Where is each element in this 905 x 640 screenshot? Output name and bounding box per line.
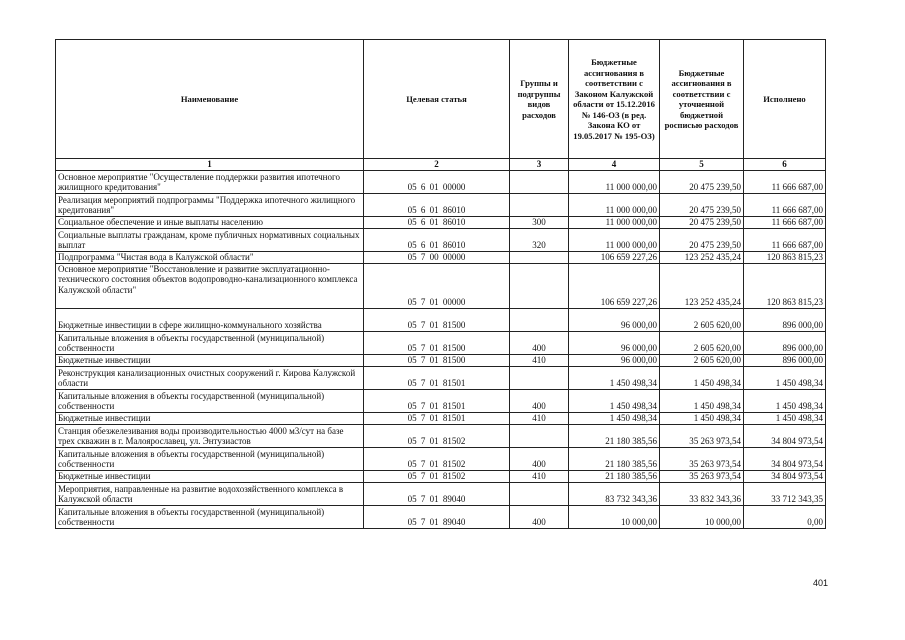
row-executed-amount: 1 450 498,34	[744, 412, 826, 424]
row-refined-amount: 35 263 973,54	[660, 447, 744, 470]
row-law-amount: 10 000,00	[569, 505, 660, 528]
row-executed-amount: 896 000,00	[744, 354, 826, 366]
row-expense-group: 320	[510, 228, 569, 251]
table-row	[56, 331, 826, 354]
row-target-article: 05 6 01 00000	[364, 170, 510, 193]
row-law-amount: 96 000,00	[569, 354, 660, 366]
row-name: Бюджетные инвестиции	[56, 470, 364, 482]
row-executed-amount: 896 000,00	[744, 308, 826, 331]
column-number: 2	[364, 159, 510, 171]
row-target-article: 05 7 01 89040	[364, 505, 510, 528]
row-law-amount: 11 000 000,00	[569, 216, 660, 228]
row-name: Капитальные вложения в объекты государственной (муниципальной) собственности	[56, 447, 364, 470]
row-refined-amount: 20 475 239,50	[660, 228, 744, 251]
row-target-article: 05 6 01 86010	[364, 193, 510, 216]
row-expense-group	[510, 366, 569, 389]
row-refined-amount: 123 252 435,24	[660, 263, 744, 308]
budget-table	[55, 39, 826, 529]
row-law-amount: 1 450 498,34	[569, 366, 660, 389]
row-target-article: 05 7 01 81501	[364, 389, 510, 412]
header-name: Наименование	[56, 40, 364, 159]
row-target-article: 05 6 01 86010	[364, 228, 510, 251]
row-executed-amount: 34 804 973,54	[744, 470, 826, 482]
row-law-amount: 11 000 000,00	[569, 170, 660, 193]
row-executed-amount: 1 450 498,34	[744, 389, 826, 412]
row-law-amount: 21 180 385,56	[569, 470, 660, 482]
column-number: 3	[510, 159, 569, 171]
row-expense-group: 300	[510, 216, 569, 228]
row-executed-amount: 120 863 815,23	[744, 251, 826, 263]
row-executed-amount: 1 450 498,34	[744, 366, 826, 389]
row-name: Социальное обеспечение и иные выплаты населению	[56, 216, 364, 228]
row-target-article: 05 7 01 81501	[364, 366, 510, 389]
column-number: 4	[569, 159, 660, 171]
table-row	[56, 389, 826, 412]
header-law-appropriations: Бюджетные ассигнования в соответствии с Законом Калужской области от 15.12.2016 № 146-ОЗ (в ред. Закона КО от 19.05.2017 № 195-ОЗ)	[569, 40, 660, 159]
row-expense-group: 410	[510, 354, 569, 366]
header-row	[56, 40, 826, 159]
row-expense-group	[510, 482, 569, 505]
table-row	[56, 505, 826, 528]
row-target-article: 05 7 01 00000	[364, 263, 510, 308]
row-law-amount: 106 659 227,26	[569, 263, 660, 308]
row-name: Бюджетные инвестиции	[56, 354, 364, 366]
row-law-amount: 83 732 343,36	[569, 482, 660, 505]
row-name: Бюджетные инвестиции	[56, 412, 364, 424]
row-executed-amount: 0,00	[744, 505, 826, 528]
row-refined-amount: 1 450 498,34	[660, 366, 744, 389]
row-law-amount: 1 450 498,34	[569, 389, 660, 412]
row-law-amount: 21 180 385,56	[569, 447, 660, 470]
row-name: Реконструкция канализационных очистных сооружений г. Кирова Калужской области	[56, 366, 364, 389]
row-expense-group	[510, 251, 569, 263]
table-row	[56, 263, 826, 308]
page-number: 401	[813, 578, 829, 588]
row-law-amount: 1 450 498,34	[569, 412, 660, 424]
row-target-article: 05 7 01 81500	[364, 331, 510, 354]
row-target-article: 05 7 01 81502	[364, 447, 510, 470]
row-expense-group: 410	[510, 412, 569, 424]
table-row	[56, 424, 826, 447]
column-number: 1	[56, 159, 364, 171]
row-executed-amount: 33 712 343,35	[744, 482, 826, 505]
row-refined-amount: 20 475 239,50	[660, 216, 744, 228]
header-refined-appropriations: Бюджетные ассигнования в соответствии с уточненной бюджетной росписью расходов	[660, 40, 744, 159]
row-target-article: 05 7 00 00000	[364, 251, 510, 263]
row-name: Реализация мероприятий подпрограммы "Поддержка ипотечного жилищного кредитования"	[56, 193, 364, 216]
row-executed-amount: 11 666 687,00	[744, 170, 826, 193]
row-refined-amount: 35 263 973,54	[660, 470, 744, 482]
row-name: Капитальные вложения в объекты государственной (муниципальной) собственности	[56, 331, 364, 354]
row-name: Социальные выплаты гражданам, кроме публичных нормативных социальных выплат	[56, 228, 364, 251]
header-target-article: Целевая статья	[364, 40, 510, 159]
row-expense-group: 400	[510, 389, 569, 412]
row-name: Станция обезжелезивания воды производительностью 4000 м3/сут на базе трех скважин в г. Малоярославец, ул. Энтузиастов	[56, 424, 364, 447]
row-target-article: 05 7 01 81500	[364, 308, 510, 331]
header-expense-groups: Группы и подгруппы видов расходов	[510, 40, 569, 159]
table-row	[56, 447, 826, 470]
row-executed-amount: 120 863 815,23	[744, 263, 826, 308]
row-refined-amount: 10 000,00	[660, 505, 744, 528]
table-row	[56, 470, 826, 482]
row-target-article: 05 7 01 81502	[364, 424, 510, 447]
row-name: Подпрограмма "Чистая вода в Калужской области"	[56, 251, 364, 263]
budget-table-sheet	[55, 39, 825, 529]
row-expense-group	[510, 263, 569, 308]
row-expense-group	[510, 170, 569, 193]
row-expense-group: 400	[510, 331, 569, 354]
table-row	[56, 228, 826, 251]
row-target-article: 05 7 01 81501	[364, 412, 510, 424]
row-law-amount: 11 000 000,00	[569, 193, 660, 216]
row-refined-amount: 1 450 498,34	[660, 412, 744, 424]
row-target-article: 05 6 01 86010	[364, 216, 510, 228]
header-executed: Исполнено	[744, 40, 826, 159]
row-expense-group: 400	[510, 505, 569, 528]
row-executed-amount: 11 666 687,00	[744, 216, 826, 228]
row-refined-amount: 2 605 620,00	[660, 331, 744, 354]
row-expense-group: 410	[510, 470, 569, 482]
row-law-amount: 96 000,00	[569, 308, 660, 331]
table-row	[56, 412, 826, 424]
row-law-amount: 96 000,00	[569, 331, 660, 354]
row-refined-amount: 35 263 973,54	[660, 424, 744, 447]
row-expense-group	[510, 308, 569, 331]
table-row	[56, 216, 826, 228]
row-refined-amount: 33 832 343,36	[660, 482, 744, 505]
row-law-amount: 21 180 385,56	[569, 424, 660, 447]
row-target-article: 05 7 01 89040	[364, 482, 510, 505]
table-row	[56, 366, 826, 389]
row-name: Капитальные вложения в объекты государственной (муниципальной) собственности	[56, 505, 364, 528]
row-expense-group	[510, 424, 569, 447]
row-name: Мероприятия, направленные на развитие водохозяйственного комплекса в Калужской области	[56, 482, 364, 505]
row-law-amount: 11 000 000,00	[569, 228, 660, 251]
table-row	[56, 308, 826, 331]
column-numbers-row	[56, 159, 826, 171]
column-number: 5	[660, 159, 744, 171]
table-row	[56, 193, 826, 216]
row-name: Основное мероприятие "Восстановление и развитие эксплуатационно-технического состояния объектов водопроводно-канализационного комплекса Калужской области"	[56, 263, 364, 308]
row-refined-amount: 2 605 620,00	[660, 308, 744, 331]
row-executed-amount: 896 000,00	[744, 331, 826, 354]
row-name: Основное мероприятие "Осуществление поддержки развития ипотечного жилищного кредитования"	[56, 170, 364, 193]
row-executed-amount: 34 804 973,54	[744, 424, 826, 447]
row-refined-amount: 1 450 498,34	[660, 389, 744, 412]
column-number: 6	[744, 159, 826, 171]
row-name: Бюджетные инвестиции в сфере жилищно-коммунального хозяйства	[56, 308, 364, 331]
row-refined-amount: 20 475 239,50	[660, 170, 744, 193]
row-name: Капитальные вложения в объекты государственной (муниципальной) собственности	[56, 389, 364, 412]
row-expense-group: 400	[510, 447, 569, 470]
row-expense-group	[510, 193, 569, 216]
table-row	[56, 251, 826, 263]
row-target-article: 05 7 01 81502	[364, 470, 510, 482]
table-row	[56, 170, 826, 193]
row-executed-amount: 11 666 687,00	[744, 228, 826, 251]
row-law-amount: 106 659 227,26	[569, 251, 660, 263]
row-refined-amount: 2 605 620,00	[660, 354, 744, 366]
row-executed-amount: 11 666 687,00	[744, 193, 826, 216]
table-row	[56, 482, 826, 505]
table-row	[56, 354, 826, 366]
row-refined-amount: 20 475 239,50	[660, 193, 744, 216]
row-executed-amount: 34 804 973,54	[744, 447, 826, 470]
row-target-article: 05 7 01 81500	[364, 354, 510, 366]
row-refined-amount: 123 252 435,24	[660, 251, 744, 263]
